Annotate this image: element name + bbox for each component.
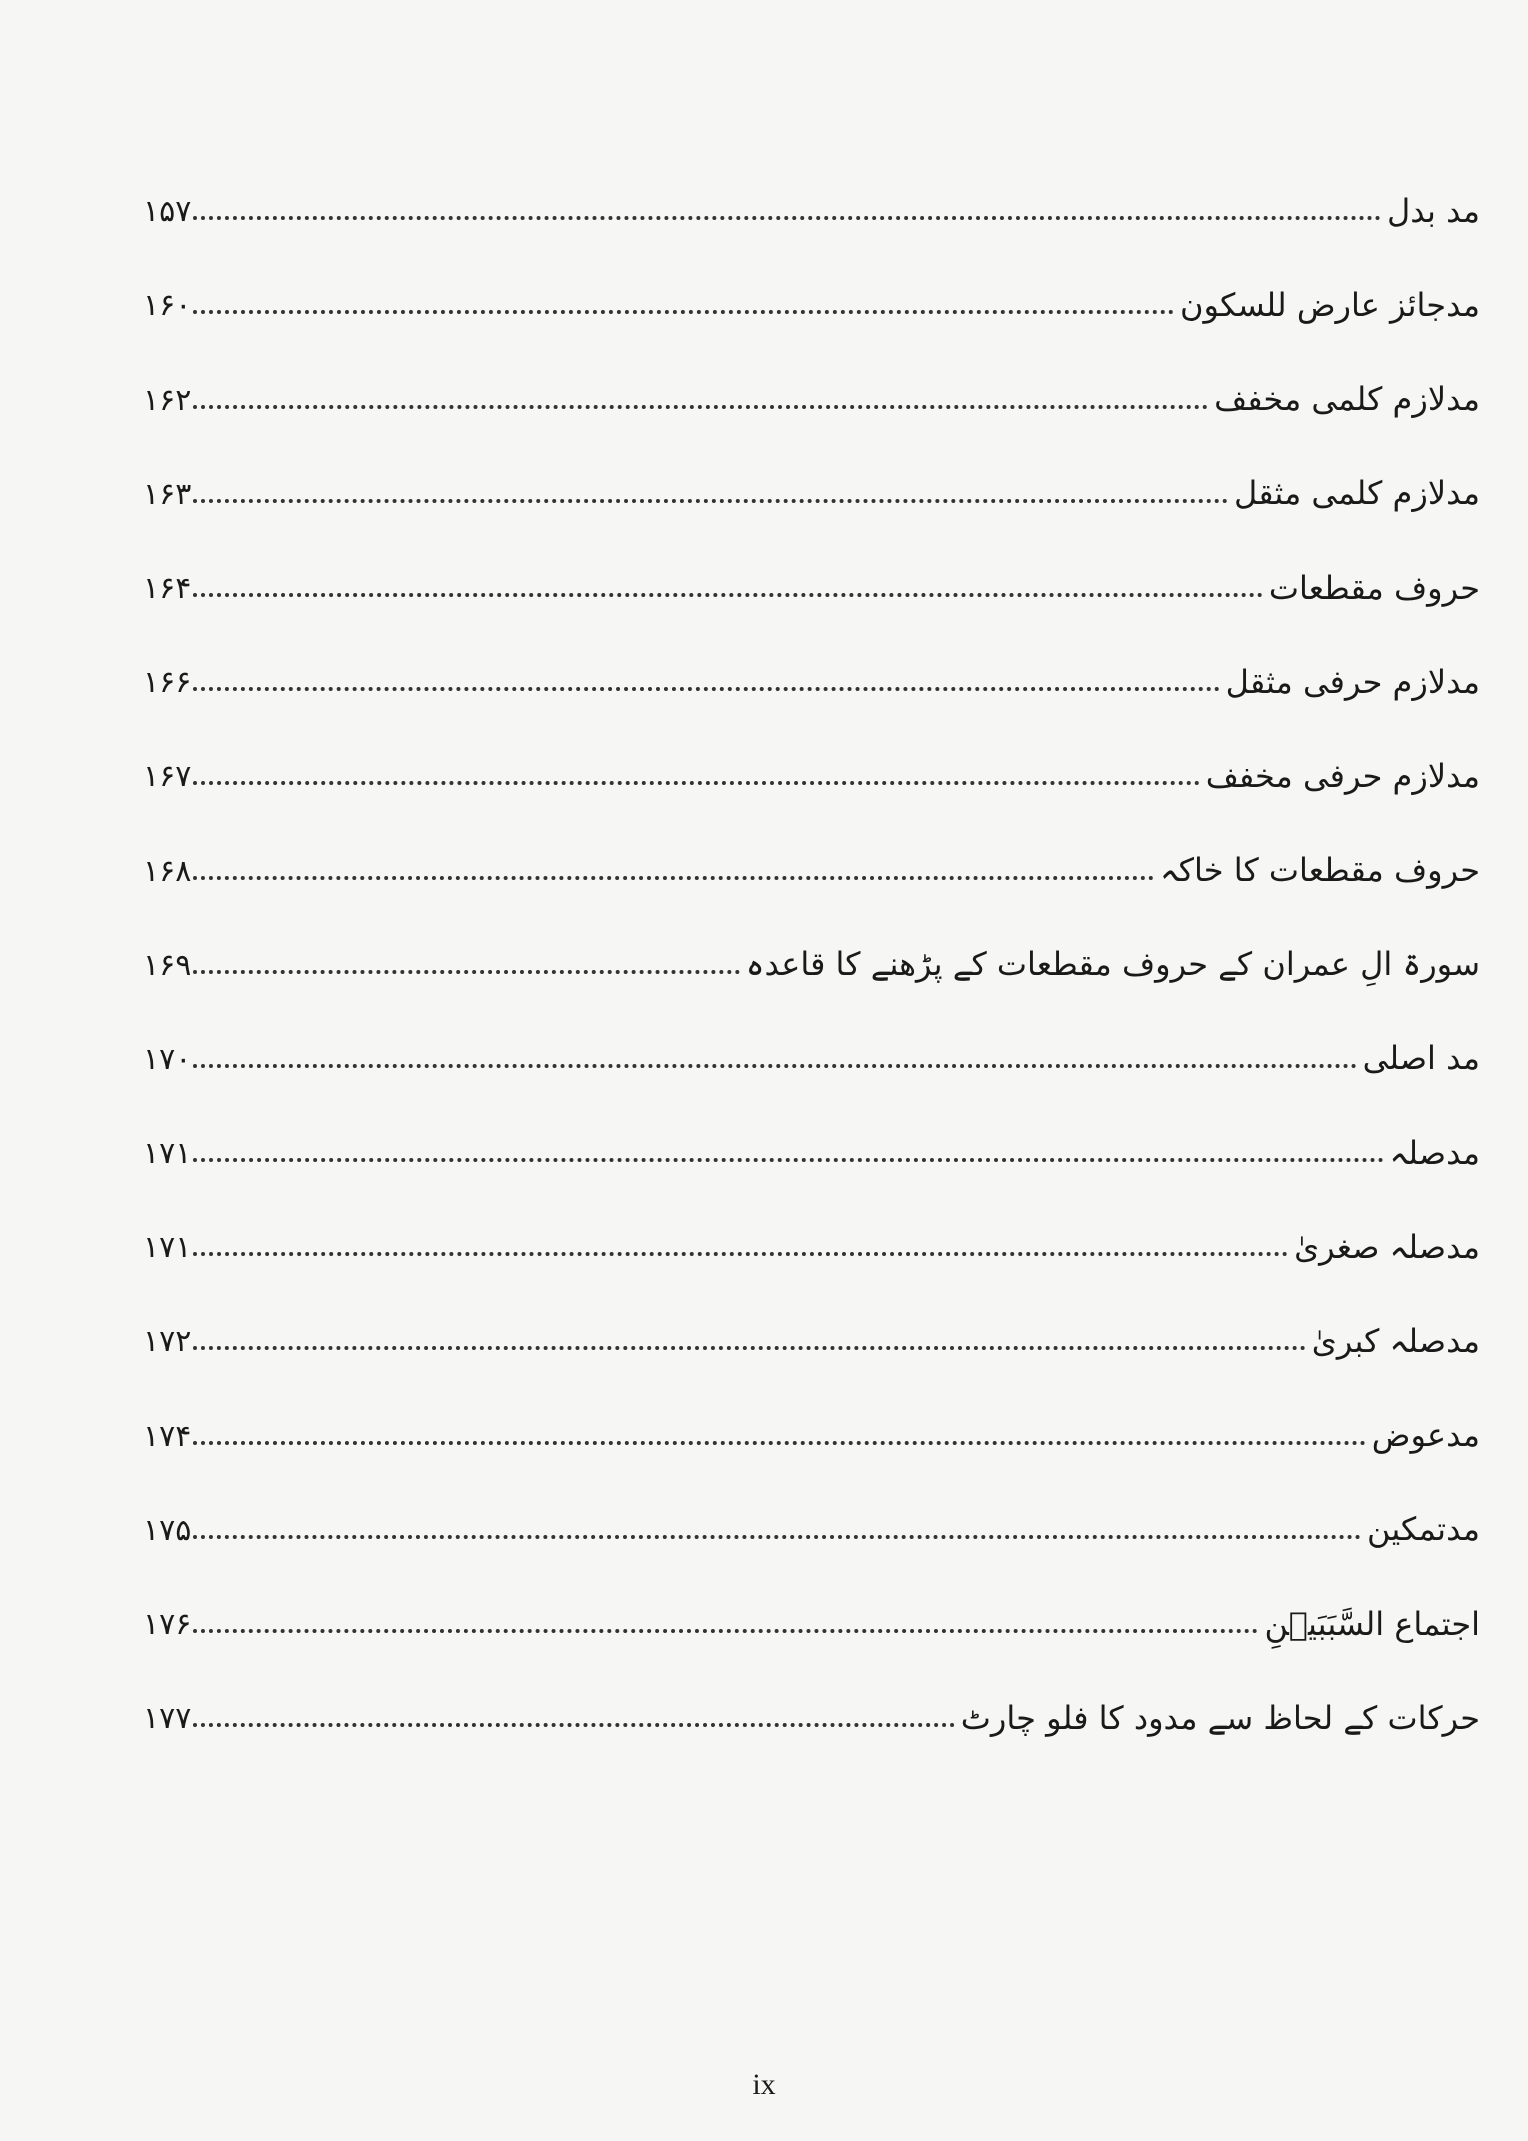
toc-entry[interactable] <box>143 1270 1480 1364</box>
dot-leader <box>193 781 1199 785</box>
toc-entry[interactable] <box>143 1647 1480 1741</box>
toc-entry-page: ۱۶۶ <box>143 665 192 701</box>
toc-entry-page: ۱۵۷ <box>143 194 192 230</box>
toc-entry[interactable] <box>143 1459 1480 1553</box>
toc-entry-page: ۱۷۶ <box>143 1607 192 1642</box>
toc-entry[interactable] <box>143 423 1480 517</box>
toc-entry-title: اجتماع السَّبَبَیۡنِ <box>1264 1604 1480 1643</box>
toc-entry-title: مدعوض <box>1371 1416 1480 1455</box>
dot-leader <box>193 876 1154 880</box>
toc-entry-page: ۱۷۱ <box>143 1230 192 1266</box>
toc-entry-page: ۱۷۷ <box>143 1701 192 1737</box>
toc-entry-title: سورۃ الِ عمران کے حروف مقطعات کے پڑھنے کا قاعدہ <box>745 945 1480 984</box>
toc-entry-page: ۱۷۰ <box>143 1041 192 1077</box>
toc-entry-page: ۱۶۲ <box>143 382 192 418</box>
toc-entry[interactable] <box>143 705 1480 799</box>
toc-entry-title: مدصلہ <box>1389 1133 1480 1172</box>
toc-entry-title: مدلازم حرفی مخفف <box>1205 756 1480 795</box>
dot-leader <box>193 1441 1365 1445</box>
toc-entry-title: مد اصلی <box>1362 1039 1480 1078</box>
dot-leader <box>193 499 1228 503</box>
dot-leader <box>193 1535 1361 1539</box>
toc-entry[interactable] <box>143 611 1480 705</box>
toc-entry-title: مدجائز عارض للسکون <box>1180 285 1480 324</box>
toc-entry-page: ۱۶۳ <box>143 476 192 512</box>
dot-leader <box>193 405 1208 409</box>
toc-entry-page: ۱۷۱ <box>143 1136 192 1172</box>
dot-leader <box>193 970 739 974</box>
dot-leader <box>193 593 1263 597</box>
toc-entry-page: ۱۶۷ <box>143 759 192 795</box>
toc-entry[interactable] <box>143 1364 1480 1458</box>
dot-leader <box>193 1629 1258 1633</box>
toc-entry[interactable] <box>143 988 1480 1082</box>
dot-leader <box>193 1723 954 1727</box>
toc-entry[interactable] <box>143 234 1480 328</box>
toc-entry-title: مدصلہ صغریٰ <box>1294 1227 1480 1266</box>
toc-entry-title: حروف مقطعات <box>1268 568 1480 607</box>
toc-entry[interactable] <box>143 799 1480 893</box>
toc-entry[interactable] <box>143 1082 1480 1176</box>
dot-leader <box>193 1346 1305 1350</box>
toc-entry-page: ۱۶۸ <box>143 853 192 889</box>
toc-entry[interactable] <box>143 1553 1480 1647</box>
dot-leader <box>193 310 1174 314</box>
toc-entry-title: مدلازم حرفی مثقل <box>1225 662 1480 701</box>
toc-entry-title: مدلازم کلمی مخفف <box>1214 380 1480 419</box>
toc-entry[interactable] <box>143 140 1480 234</box>
dot-leader <box>193 687 1219 691</box>
dot-leader <box>193 216 1381 220</box>
toc-entry-title: حرکات کے لحاظ سے مدود کا فلو چارٹ <box>960 1698 1480 1737</box>
toc-entry-title: مدلازم کلمی مثقل <box>1233 474 1480 513</box>
table-of-contents <box>143 140 1480 1741</box>
toc-entry-title: مد بدل <box>1386 191 1480 230</box>
dot-leader <box>193 1158 1383 1162</box>
toc-entry[interactable] <box>143 1176 1480 1270</box>
toc-entry-page: ۱۷۲ <box>143 1324 192 1360</box>
toc-entry-page: ۱۶۰ <box>143 288 192 324</box>
toc-entry-page: ۱۶۹ <box>143 947 192 983</box>
toc-entry-title: مدتمکین <box>1366 1510 1480 1549</box>
toc-entry[interactable] <box>143 517 1480 611</box>
dot-leader <box>193 1252 1288 1256</box>
toc-entry-page: ۱۶۴ <box>143 570 192 606</box>
dot-leader <box>193 1064 1356 1068</box>
toc-entry[interactable] <box>143 328 1480 422</box>
page-number: ix <box>752 2068 776 2101</box>
toc-entry-title: حروف مقطعات کا خاکہ <box>1160 851 1480 890</box>
toc-entry[interactable] <box>143 894 1480 988</box>
toc-entry-page: ۱۷۵ <box>143 1512 192 1548</box>
toc-entry-page: ۱۷۴ <box>143 1418 192 1454</box>
toc-entry-title: مدصلہ کبریٰ <box>1311 1322 1480 1361</box>
